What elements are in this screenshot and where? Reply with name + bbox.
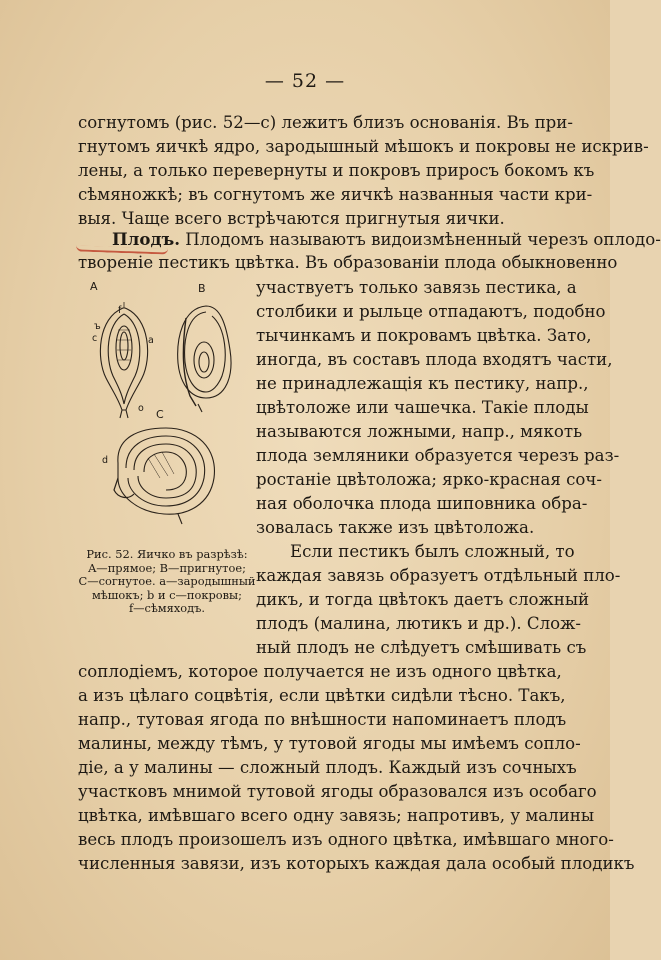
text-line: численныя завязи, изъ которыхъ каждая дала особый плодикъ: [78, 854, 635, 873]
page-number: — 52 —: [264, 70, 346, 92]
text-line: гнутомъ яичкѣ ядро, зародышный мѣшокъ и покровы не искрив-: [78, 137, 649, 156]
text-line: тычинкамъ и покровамъ цвѣтка. Зато,: [256, 326, 592, 345]
ovule-figure: [78, 278, 253, 550]
caption-line: Рис. 52. Яичко въ разрѣзѣ:: [86, 547, 248, 561]
text-line: участвуетъ только завязь пестика, а: [256, 278, 577, 297]
text-line: каждая завязь образуетъ отдѣльный пло-: [256, 566, 621, 585]
text-line: соплодіемъ, которое получается не изъ одного цвѣтка,: [78, 662, 562, 681]
heading-rest: Плодомъ называютъ видоизмѣненный черезъ оплодо-: [180, 230, 661, 249]
text-line: малины, между тѣмъ, у тутовой ягоды мы имѣемъ сопло-: [78, 734, 581, 753]
text-line: согнутомъ (рис. 52—с) лежитъ близъ основанія. Въ при-: [78, 113, 573, 132]
figure-label-B: B: [198, 282, 206, 295]
caption-line: мѣшокъ; b и c—покровы;: [92, 587, 242, 602]
text-line: выя. Чаще всего встрѣчаются пригнутыя яички.: [78, 209, 505, 228]
figure-label-A: A: [90, 280, 98, 293]
ovule-anatropous-drawing: [178, 306, 231, 412]
text-line: участковъ мнимой тутовой ягоды образовался изъ особаго: [78, 782, 597, 801]
section-heading-line: [78, 228, 661, 250]
text-line: дикъ, и тогда цвѣтокъ даетъ сложный: [256, 590, 590, 609]
text-line: весь плодъ произошелъ изъ одного цвѣтка, имѣвшаго много-: [78, 830, 614, 849]
text-line: сѣмяножкѣ; въ согнутомъ же яичкѣ названныя части кри-: [78, 185, 593, 204]
text-line: а изъ цѣлаго соцвѣтія, если цвѣтки сидѣли тѣсно. Такъ,: [78, 686, 566, 705]
text-line: ная оболочка плода шиповника обра-: [256, 494, 588, 513]
text-line: лены, а только перевернуты и покровъ приросъ бокомъ къ: [78, 161, 595, 180]
text-line: плода земляники образуется черезъ раз-: [256, 446, 620, 465]
ovule-illustration: [78, 278, 253, 550]
figure-label-c: c: [92, 333, 98, 344]
caption-line: f—сѣмяходъ.: [128, 601, 206, 615]
figure-caption: [78, 548, 256, 616]
ovule-campylotropous-drawing: [114, 428, 214, 524]
figure-label-d: d: [102, 455, 109, 466]
text-line: не принадлежащія къ пестику, напр.,: [256, 374, 589, 393]
text-line: ный плодъ не слѣдуетъ смѣшивать съ: [256, 638, 587, 657]
text-line: ростаніе цвѣтоложа; ярко-красная соч-: [256, 470, 602, 489]
figure-label-f: f: [118, 305, 122, 316]
text-line: иногда, въ составъ плода входятъ части,: [256, 350, 613, 369]
text-line: цвѣтоложе или чашечка. Такіе плоды: [256, 398, 589, 417]
text-line: діе, а у малины — сложный плодъ. Каждый изъ сочныхъ: [78, 758, 577, 777]
text-line: столбики и рыльце отпадаютъ, подобно: [256, 302, 606, 321]
text-line: Если пестикъ былъ сложный, то: [290, 542, 575, 561]
figure-label-C: C: [156, 408, 164, 421]
caption-line: A—прямое; B—пригнутое;: [88, 560, 246, 575]
figure-label-b: ъ: [94, 321, 101, 332]
text-line: называются ложными, напр., мякоть: [256, 422, 583, 441]
text-line: напр., тутовая ягода по внѣшности напоминаетъ плодъ: [78, 710, 567, 729]
section-heading: Плодъ.: [112, 229, 181, 249]
text-line: твореніе пестикъ цвѣтка. Въ образованіи плода обыкновенно: [78, 253, 618, 272]
text-line: зовалась также изъ цвѣтоложа.: [256, 518, 535, 537]
caption-line: C—согнутое. a—зародышный: [78, 574, 256, 588]
text-line: цвѣтка, имѣвшаго всего одну завязь; напротивъ, у малины: [78, 806, 595, 825]
text-line: плодъ (малина, лютикъ и др.). Слож-: [256, 614, 582, 633]
ovule-straight-drawing: [100, 302, 147, 418]
figure-label-a: a: [148, 335, 154, 346]
figure-label-o: o: [138, 403, 144, 414]
